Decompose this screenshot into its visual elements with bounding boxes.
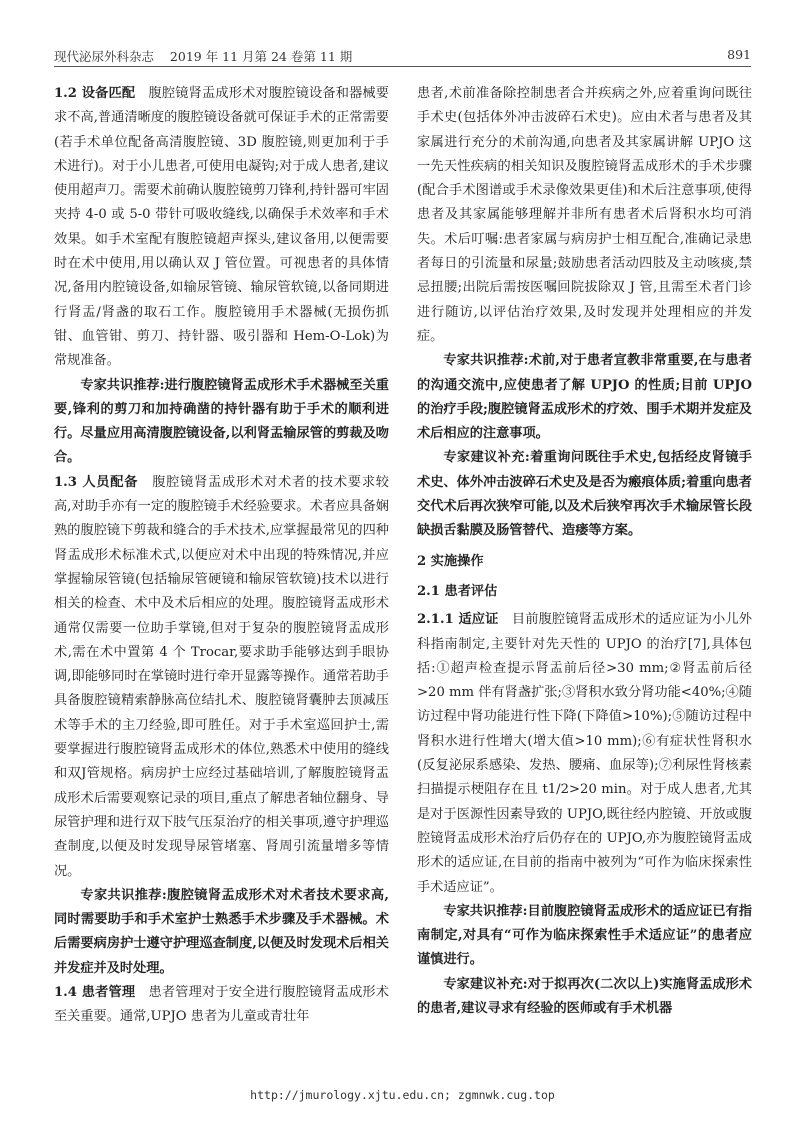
subsection-paragraph (417, 608, 752, 900)
subsection-paragraph (54, 82, 389, 374)
paragraph-text: 患者,术前准备除控制患者合并疾病之外,应着重询问既往手术史(包括体外冲击波碎石术史)。应由术者与患者及其家属进行充分的术前沟通,向患者及其家属讲解 UPJO 这一先天性疾病的相关知识及腹腔镜肾盂成形术的手术步骤(配合手术图谱或手术录像效果更佳)和术后注意事项,使得患者及其家属能够理解并非所有患者术后肾积水均可消失。术后叮嘱:患者家属与病房护士相互配合,准确记录患者每日的引流量和尿量;鼓励患者活动四肢及主动咳痰,禁忌扭腰;出院后需按医嘱回院拔除双 J 管,且需至术者门诊进行随访,以评估治疗效果,及时发现并处理相应的并发症。 (417, 86, 752, 344)
expert-recommendation: 专家共识推荐:目前腹腔镜肾盂成形术的适应证已有指南制定,对具有“可作为临床探索性手术适应证”的患者应谨慎进行。 (417, 903, 752, 968)
header-journal-issue (54, 47, 352, 65)
expert-recommendation: 专家建议补充:对于拟再次(二次以上)实施肾盂成形术的患者,建议寻求有经验的医师或有手术机器 (417, 976, 752, 1016)
subsection-heading: 1.4 患者管理 (54, 984, 136, 1000)
subsection-heading: 1.2 设备匹配 (54, 86, 136, 101)
paragraph-text: 目前腹腔镜肾盂成形术的适应证为小儿外科指南制定,主要针对先天性的 UPJO 的治疗[7],具体包括:①超声检查提示肾盂前后径>30 mm;②肾盂前后径>20 mm 伴有肾盏扩张;③肾积水致分肾功能<40%;④随访过程中肾功能进行性下降(下降值>10%);⑤随访过程中肾积水进行性增大(增大值>10 mm);⑥有症状性肾积水(反复泌尿系感染、发热、腰痛、血尿等);⑦利尿性肾核素扫描提示梗阻存在且 t1/2>20 min。对于成人患者,尤其是对于医源性因素导致的 UPJO,既往经内腔镜、开放或腹腔镜肾盂成形术治疗后仍存在的 UPJO,亦为腹腔镜肾盂成形术的适应证,在目前的指南中被列为“可作为临床探索性手术适应证”。 (417, 612, 752, 895)
page-header (54, 44, 751, 67)
subsection-heading: 1.3 人员配备 (54, 474, 139, 490)
paragraph-text: 腹腔镜肾盂成形术对术者的技术要求较高,对助手亦有一定的腹腔镜手术经验要求。术者应具备娴熟的腹腔镜下剪裁和缝合的手术技术,应掌握最常见的四种肾盂成形术标准术式,以便应对术中出现的特殊情况,并应掌握输尿管镜(包括输尿管硬镜和输尿管软镜)技术以进行相关的检查、术中及术后相应的处理。腹腔镜肾盂成形术通常仅需要一位助手掌镜,但对于复杂的腹腔镜肾盂成形术,需在术中置第 4 个 Trocar,要求助手能够达到手眼协调,即能够同时在掌镜时进行牵开显露等操作。通常若助手具备腹腔镜精索静脉高位结扎术、腹腔镜肾囊肿去顶减压术等手术的主刀经验,即可胜任。对于手术室巡回护士,需要掌握进行腹腔镜肾盂成形术的体位,熟悉术中使用的缝线和双J管规格。病房护士应经过基础培训,了解腹腔镜肾盂成形术后需要观察记录的项目,重点了解患者轴位翻身、导尿管护理和进行双下肢气压泵治疗的相关事项,遵守护理巡查制度,以便及时发现导尿管堵塞、肾周引流量增多等情况。 (54, 474, 389, 879)
journal-title: 现代泌尿外科杂志 (54, 49, 155, 64)
subsection-paragraph (54, 471, 389, 884)
left-column (54, 82, 389, 1030)
paragraph-text: 患者管理对于安全进行腹腔镜肾盂成形术至关重要。通常,UPJO 患者为儿童或青壮年 (54, 984, 389, 1025)
expert-recommendation: 专家建议补充:着重询问既往手术史,包括经皮肾镜手术史、体外冲击波碎石术史及是否为瘢痕体质;着重向患者交代术后再次狭窄可能,以及术后狭窄再次手术输尿管长段缺损舌黏膜及肠管替代、造瘘等方案。 (417, 450, 752, 539)
expert-recommendation: 专家共识推荐:进行腹腔镜肾盂成形术手术器械至关重要,锋利的剪刀和加持确凿的持针器有助于手术的顺利进行。尽量应用高清腹腔镜设备,以利肾盂输尿管的剪裁及吻合。 (54, 377, 389, 466)
paragraph-text: 腹腔镜肾盂成形术对腹腔镜设备和器械要求不高,普通清晰度的腹腔镜设备就可保证手术的正常需要(若手术单位配备高清腹腔镜、3D 腹腔镜,则更加利于手术进行)。对于小儿患者,可使用电凝钩;对于成人患者,建议使用超声刀。需要术前确认腹腔镜剪刀锋利,持针器可牢固夹持 4-0 或 5-0 带针可吸收缝线,以确保手术效率和手术效果。如手术室配有腹腔镜超声探头,建议备用,以便需要时在术中使用,用以确认双 J 管位置。可视患者的具体情况,备用内腔镜设备,如输尿管镜、输尿管软镜,以备同期进行肾盂/肾盏的取石工作。腹腔镜用手术器械(无损伤抓钳、血管钳、剪刀、持针器、吸引器和 Hem-O-Lok)为常规准备。 (54, 86, 389, 369)
section-heading: 2.1 患者评估 (417, 583, 498, 599)
section-heading: 2 实施操作 (417, 553, 484, 569)
expert-recommendation: 专家共识推荐:术前,对于患者宣教非常重要,在与患者的沟通交流中,应使患者了解 UPJO 的性质;目前 UPJO 的治疗手段;腹腔镜肾盂成形术的疗效、围手术期并发症及术后相应的注意事项。 (417, 353, 752, 442)
subsection-heading: 2.1.1 适应证 (417, 612, 499, 628)
right-column (417, 82, 752, 1021)
expert-recommendation: 专家共识推荐:腹腔镜肾盂成形术对术者技术要求高,同时需要助手和手术室护士熟悉手术步骤及手术器械。术后需要病房护士遵守护理巡查制度,以便及时发现术后相关并发症并及时处理。 (54, 887, 389, 976)
page-footer-url[interactable]: http://jmurology.xjtu.edu.cn; zgmnwk.cug.top (250, 1088, 555, 1102)
issue-info: 2019 年 11 月第 24 卷第 11 期 (169, 49, 353, 64)
subsection-paragraph (54, 981, 389, 1030)
page-number: 891 (727, 47, 751, 62)
